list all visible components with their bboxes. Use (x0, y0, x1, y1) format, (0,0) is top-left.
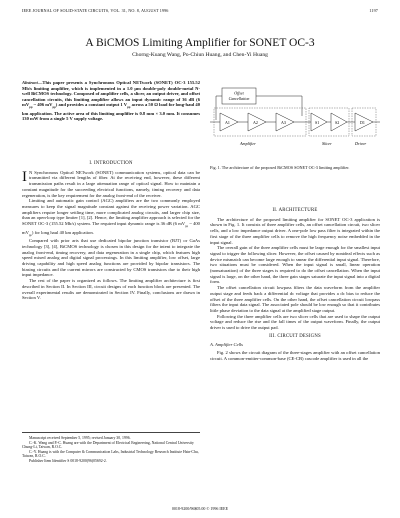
figure-1-caption: Fig. 1. The architecture of the proposed BiCMOS SONET OC-3 limiting amplifier. (210, 165, 350, 170)
running-head (22, 8, 378, 13)
section-heading-architecture: II. ARCHITECTURE (272, 208, 318, 213)
running-head-journal: IEEE JOURNAL OF SOLID-STATE CIRCUITS, VOL. 31, NO. 8, AUGUST 1996 (22, 8, 169, 13)
figure-1-architecture-diagram (210, 84, 380, 164)
paper-title: A BiCMOS Limiting Amplifier for SONET OC-3 (85, 37, 315, 49)
page-number: 1197 (369, 8, 378, 13)
stage-s1 (311, 113, 327, 131)
group-label-amplifier: Amplifier (240, 141, 256, 146)
footnote-received: Manuscript received September 5, 1995; revised January 30, 1996. (29, 436, 131, 440)
stage-d1 (355, 113, 373, 131)
intro-paragraph-3: Compared with prior arts that use dedicated bipolar junction transistor (BJT) or GaAs technology [3], [4], BiCMOS technology is chosen in this design for the intent to integrate the analog front-end, timing recovery, and data regeneration in a single chip, which features high speed mixed analog and digital signal processings. In this limiting amplifier, low offset, large driving capability and high speed analog functions are provided by bipolar transistors. The biasing circuits and the current mirrors are constructed by CMOS transistors due to their high input impedance. (22, 238, 200, 278)
intro-paragraph-1-text: N Synchronous Optical NETwork (SONET) communication systems, optical data can be transmitted via different lengths of fiber. At the receiving end, however, these different transmission paths result in a large attenuation range of optical signal. How to maintain a constant magnitude for the succeeding electrical functions, namely, timing recovery and data regeneration, is the key requirement for the analog front-end of the receiver. (22, 169, 200, 198)
svg-text:S1: S1 (315, 120, 320, 125)
svg-text:A1: A1 (225, 120, 230, 125)
section-heading-introduction: I. INTRODUCTION (89, 161, 133, 166)
stage-s2 (331, 113, 347, 131)
drop-cap: I (22, 168, 27, 185)
stage-a2 (248, 113, 266, 131)
intro-paragraph-2-text-b: ~ 400 mV (22, 221, 200, 235)
abstract-text: This paper presents a Synchronous Optical NETwork (SONET) OC-3 155.52 Mb/s limiting amplifier, which is implemented in a 1.0 μm double-poly double-metal N-well BiCMOS technology. Composed of amplifier cells, a slicer, an output driver, and offset cancellation circuits, this limiting amplifier allows an input dynamic range of 36 dB (6 mV (22, 80, 200, 108)
right-column (210, 205, 380, 362)
copyright-line: 0018-9200/96$05.00 © 1996 IEEE (171, 506, 229, 511)
svg-text:A2: A2 (253, 120, 258, 125)
section-heading-circuit-designs: III. CIRCUIT DESIGNS (269, 333, 321, 339)
arch-paragraph-2: The overall gain of the three amplifier cells must be large enough for the smallest input signal to trigger the following slicer. However, the offset caused by nonideal effects such as device mismatch can become large enough to smear the differential input signal. Therefore, two situations must be considered. When the input signal is small, linear operation (nonsaturation) of the three stages is required to do the offset cancellation. When the input signal is large, on the other hand, the three gain stages saturate the input signal into a digital form. (210, 245, 380, 285)
arch-paragraph-3: The offset cancellation circuit lowpass filters the data waveform from the amplifier output stage and feeds back a differential dc voltage that provides a dc bias to reduce the offset of the three amplifier cells. On the other hand, the offset cancellation circuit lowpass filters the input data signal. The associated pole should be low enough so that it contributes little phase deviation to the data signal at the amplified stage output. (210, 285, 380, 313)
arch-paragraph-4: Following the three amplifier cells are two slicer cells that are used to shape the output voltage and reduce the rise and the fall times of the output waveform. Finally, the output driver is used to drive the output pad. (210, 313, 380, 331)
footnote-publisher-id: Publisher Item Identifier S 0018-9200(96)05692-2. (29, 458, 107, 463)
svg-text:A3: A3 (281, 120, 286, 125)
group-label-slicer: Slicer (322, 141, 332, 146)
intro-paragraph-2: Limiting and automatic gain control (AGC) amplifiers are the two commonly employed measures to keep the signal magnitude constant against the receiving power variation. AGC amplifiers require longer settling time, more complicated analog circuits, and larger chip size, than an open-loop type limiter [1], [2]. Hence, the limiting amplifier approach is selected for the SONET OC-3 (155.52 Mb/s) system. The required input dynamic range is 36 dB (6 $mV_{pp}$ ~ 400 $mV_{pp}$) for long haul 40 km application. (22, 198, 200, 237)
intro-paragraph-2-text-c: ) for long haul 40 km application. (31, 229, 94, 235)
abstract-text-2: ~ 406 mV (32, 102, 53, 108)
subsection-heading-amplifier-cells: A. Amplifier Cells (210, 342, 243, 348)
footnote (22, 432, 200, 464)
svg-text:D1: D1 (360, 120, 365, 125)
stage-a3 (276, 113, 294, 131)
abstract-text-4: across a 50 Ω load for long-haul 40 km application. The active area of this limiting amplifier is 0.8 mm × 3.0 mm. It consumes 130 mW from a single 5 V supply voltage. (22, 102, 200, 122)
footnote-affiliation-2: C.-Y. Huang is with the Computer & Communication Labs, Industrial Technology Research Institute Hsin-Chu, Taiwan, R.O.C. (22, 449, 199, 459)
svg-text:S2: S2 (335, 120, 340, 125)
intro-paragraph-1 (22, 170, 200, 199)
offset-label-2: Cancellation (228, 96, 250, 101)
circuit-paragraph-1: Fig. 2 shows the circuit diagram of the three-stages amplifier with an offset cancellation circuit. A common-emitter-common-base (CE-CB) cascode amplifier is used in all the (210, 350, 380, 361)
offset-label-1: Offset (234, 90, 244, 96)
stage-a1 (220, 113, 238, 131)
intro-paragraph-4: The rest of the paper is organized as follows. The limiting amplifier architecture is first described in Section II. In Section III, circuit designs of each function block are presented. The overall experimental results are demonstrated in Section IV. Finally, conclusions are drawn in Section V. (22, 278, 200, 301)
left-column (22, 158, 200, 301)
footnote-affiliation-1: C.-K. Wang and P.-C. Huang are with the Department of Electrical Engineering, National Central University Chung-Li, Taiwan, R.O.C. (22, 440, 194, 450)
paper-authors: Chorng-Kuang Wang, Po-Chiun Huang, and Chen-Yi Huang (132, 52, 268, 58)
abstract: Abstract—This paper presents a Synchronous Optical NETwork (SONET) OC-3 155.52 Mb/s limiting amplifier, which is implemented in a 1.0 μm double-poly double-metal N-well BiCMOS technology. Composed of amplifier cells, a slicer, an output driver, and offset cancellation circuits, this limiting amplifier allows an input dynamic range of 36 dB (6 $mV_{pp}$ ~ 406 $mV_{pp}$) and provides a constant output 1 $V_{pp}$ across a 50 Ω load for long-haul 40 km application. The active area of this limiting amplifier is 0.8 mm × 3.0 mm. It consumes 130 mW from a single 5 V supply voltage. (22, 80, 200, 122)
group-label-driver: Driver (355, 141, 367, 146)
arch-paragraph-1: The architecture of the proposed limiting amplifier for SONET OC-3 application is shown in Fig. 1. It consists of three amplifier cells, an offset cancellation circuit, two slicer cells, and a low impedance output driver. A one-pole low pass filter is integrated within the first stage of the three amplifier cells to remove the high frequency noise embedded in the input signal. (210, 216, 380, 245)
abstract-label: Abstract— (22, 80, 43, 85)
abstract-text-3: ) and provides a constant output 1 V (55, 102, 128, 108)
intro-paragraph-2-text: Limiting and automatic gain control (AGC) amplifiers are the two commonly employed measures to keep the signal magnitude constant against the receiving power variation. AGC amplifiers require longer settling time, more complicated analog circuits, and larger chip size, than an open-loop type limiter [1], [2]. Hence, the limiting amplifier approach is selected for the SONET OC-3 (155.52 Mb/s) system. The required input dynamic range is 36 dB (6 mV (22, 198, 200, 227)
